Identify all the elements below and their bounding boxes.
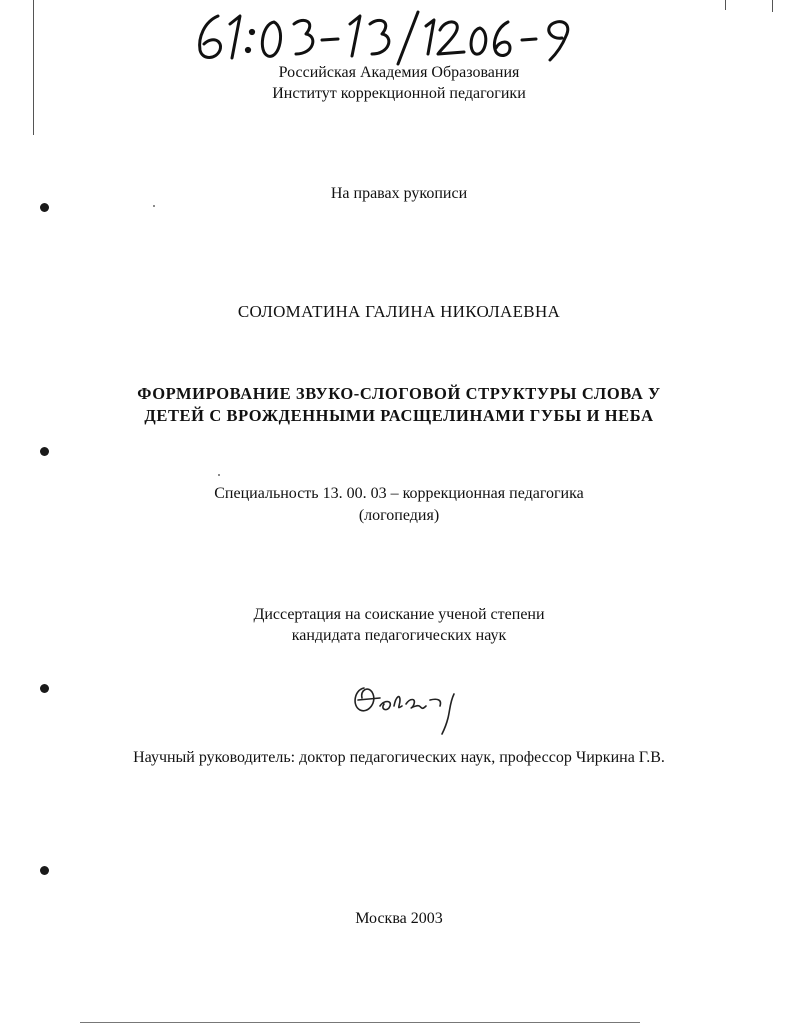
punch-hole-mark xyxy=(40,684,49,693)
scan-speck xyxy=(218,474,220,476)
scan-edge-mark xyxy=(772,0,773,12)
specialty-line2: (логопедия) xyxy=(358,507,440,524)
degree-line1: Диссертация на соискание ученой степени xyxy=(253,606,545,623)
dissertation-title-line2: ДЕТЕЙ С ВРОЖДЕННЫМИ РАСЩЕЛИНАМИ ГУБЫ И НЕБА xyxy=(144,406,654,425)
institute-name: Институт коррекционной педагогики xyxy=(272,85,526,102)
author-signature xyxy=(350,676,470,736)
specialty-line1: Специальность 13. 00. 03 – коррекционная педагогика xyxy=(214,485,584,502)
author-name: СОЛОМАТИНА ГАЛИНА НИКОЛАЕВНА xyxy=(237,302,561,321)
handwritten-catalog-code xyxy=(190,8,590,68)
manuscript-note: На правах рукописи xyxy=(330,185,468,202)
punch-hole-mark xyxy=(40,203,49,212)
scan-speck xyxy=(153,205,155,207)
academy-name: Российская Академия Образования xyxy=(278,64,520,81)
punch-hole-mark xyxy=(40,866,49,875)
bottom-edge-line xyxy=(80,1022,640,1023)
city-year: Москва 2003 xyxy=(355,910,443,927)
dissertation-title-line1: ФОРМИРОВАНИЕ ЗВУКО-СЛОГОВОЙ СТРУКТУРЫ СЛОВА У xyxy=(137,384,661,403)
scan-edge-mark xyxy=(725,0,726,10)
degree-line2: кандидата педагогических наук xyxy=(291,627,507,644)
scientific-supervisor: Научный руководитель: доктор педагогических наук, профессор Чиркина Г.В. xyxy=(133,749,665,766)
punch-hole-mark xyxy=(40,447,49,456)
